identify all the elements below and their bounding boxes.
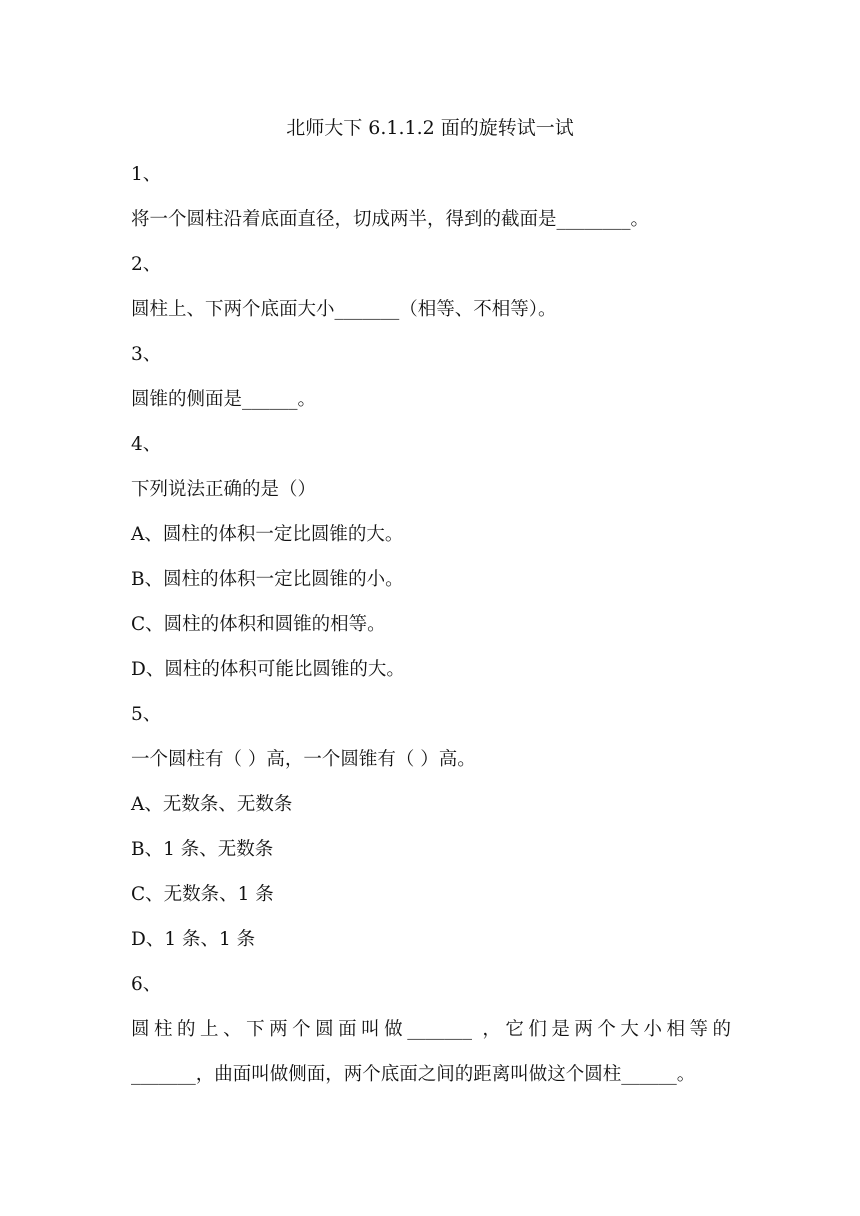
question-4-text: 下列说法正确的是（） [131,479,317,500]
question-6-number: 6、 [131,974,162,995]
question-5-text: 一个圆柱有（ ）高，一个圆锥有（ ）高。 [131,749,476,770]
question-5-number: 5、 [131,704,162,725]
question-4-option-b: B、圆柱的体积一定比圆锥的小。 [131,569,404,590]
question-4-option-d: D、圆柱的体积可能比圆锥的大。 [131,659,405,680]
question-6-text-line-2: _______，曲面叫做侧面，两个底面之间的距离叫做这个圆柱______。 [131,1064,696,1085]
question-4-option-c: C、圆柱的体积和圆锥的相等。 [131,614,386,635]
question-5-option-a: A、无数条、无数条 [131,794,293,815]
question-5-option-d: D、1 条、1 条 [131,929,256,950]
question-5-option-b: B、1 条、无数条 [131,839,274,860]
question-4-option-a: A、圆柱的体积一定比圆锥的大。 [131,524,404,545]
question-2-text: 圆柱上、下两个底面大小_______（相等、不相等）。 [131,299,557,320]
question-5-option-c: C、无数条、1 条 [131,884,274,905]
question-3-number: 3、 [131,344,162,365]
question-1-number: 1、 [131,164,162,185]
question-3-text: 圆锥的侧面是______。 [131,389,317,410]
question-1-text: 将一个圆柱沿着底面直径，切成两半，得到的截面是________。 [131,209,650,230]
question-6-text-line-1: 圆柱的上、下两个圆面叫做_______ ，它们是两个大小相等的 [131,1019,731,1040]
question-2-number: 2、 [131,254,162,275]
document-title: 北师大下 6.1.1.2 面的旋转试一试 [286,117,574,139]
question-4-number: 4、 [131,434,162,455]
